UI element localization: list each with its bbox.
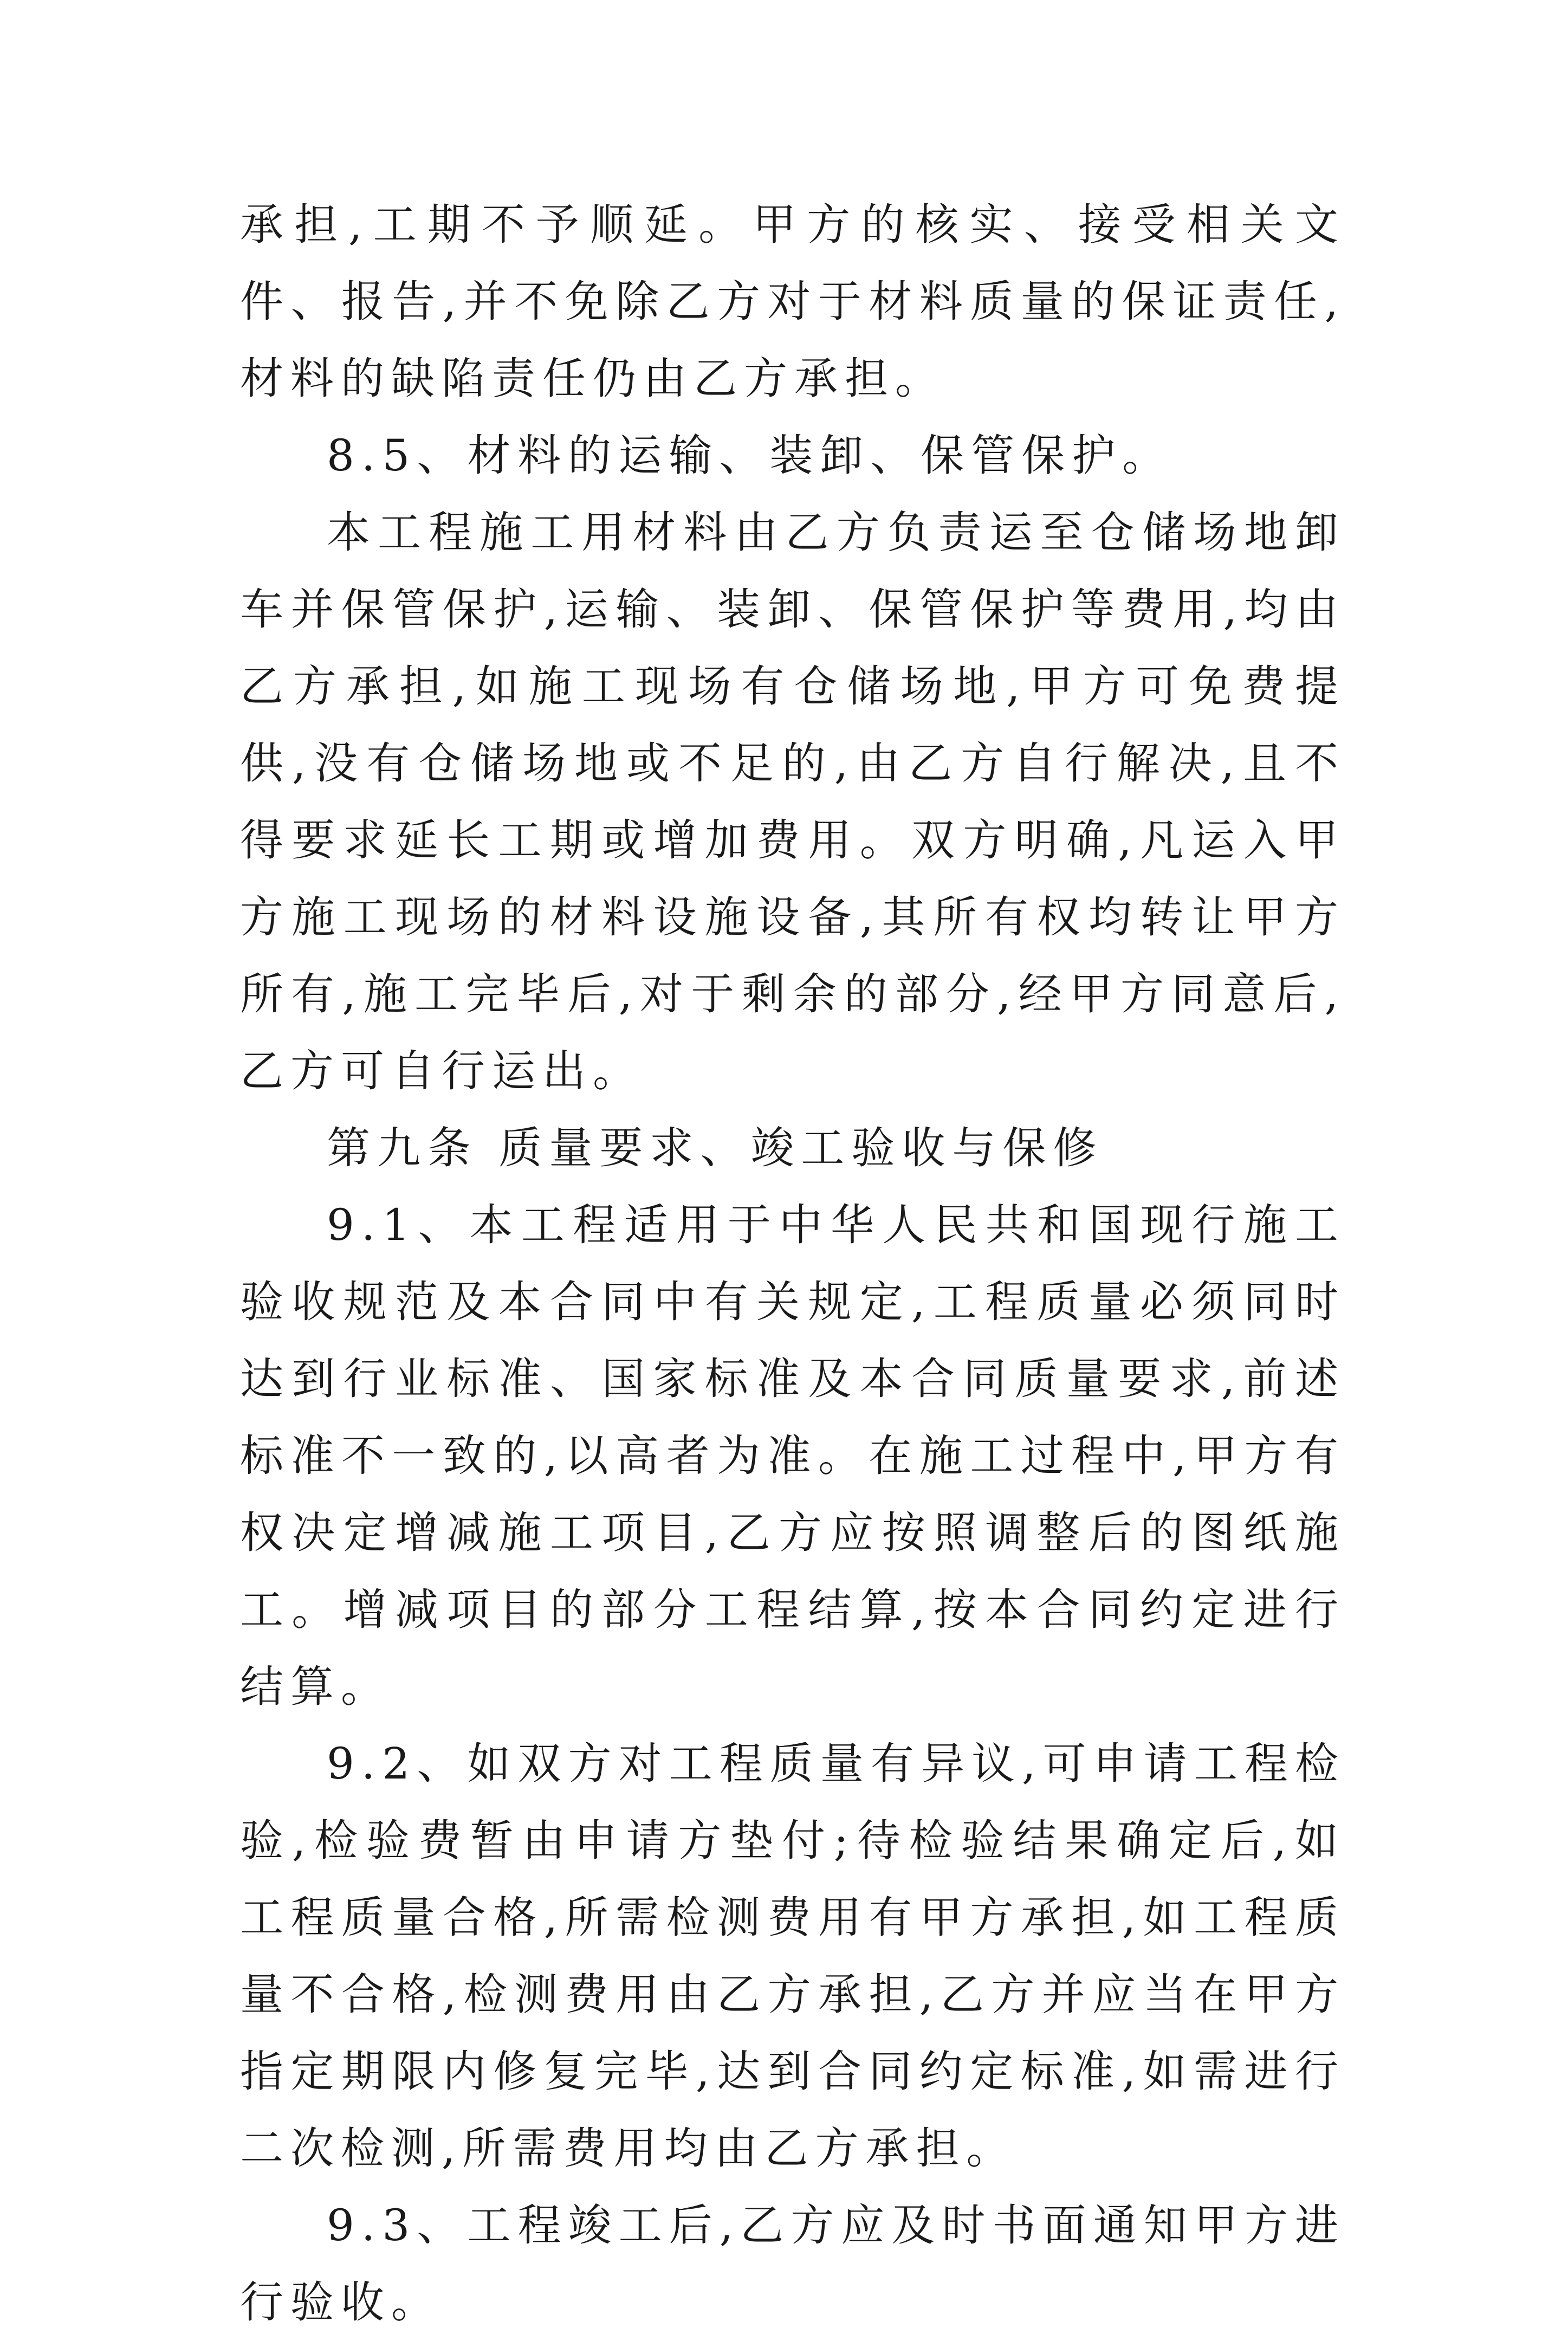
clause-9-2: 9.2、如双方对工程质量有异议,可申请工程检验,检验费暂由申请方垫付;待检验结果确定后,如工程质量合格,所需检测费用有甲方承担,如工程质量不合格,检测费用由乙方承担,乙方并应当在甲方指定期限内修复完毕,达到合同约定标准,如需进行二次检测,所需费用均由乙方承担。 (240, 1738, 1345, 2174)
paragraph-material-storage: 本工程施工用材料由乙方负责运至仓储场地卸车并保管保护,运输、装卸、保管保护等费用,均由乙方承担,如施工现场有仓储场地,甲方可免费提供,没有仓储场地或不足的,由乙方自行解决,且不得要求延长工期或增加费用。双方明确,凡运入甲方施工现场的材料设施设备,其所有权均转让甲方所有,施工完毕后,对于剩余的部分,经甲方同意后,乙方可自行运出。 (240, 507, 1345, 1096)
article-9-heading: 第九条 质量要求、竣工验收与保修 (327, 1123, 1104, 1173)
clause-8-5-heading: 8.5、材料的运输、装卸、保管保护。 (327, 430, 1173, 481)
document-body (240, 186, 1345, 2341)
clause-9-3: 9.3、工程竣工后,乙方应及时书面通知甲方进行验收。 (240, 2200, 1345, 2327)
clause-9-1: 9.1、本工程适用于中华人民共和国现行施工验收规范及本合同中有关规定,工程质量必须同时达到行业标准、国家标准及本合同质量要求,前述标准不一致的,以高者为准。在施工过程中,甲方有权决定增减施工项目,乙方应按照调整后的图纸施工。增减项目的部分工程结算,按本合同约定进行结算。 (240, 1200, 1345, 1712)
paragraph-continuation: 承担,工期不予顺延。甲方的核实、接受相关文件、报告,并不免除乙方对于材料质量的保证责任,材料的缺陷责任仍由乙方承担。 (240, 199, 1345, 404)
